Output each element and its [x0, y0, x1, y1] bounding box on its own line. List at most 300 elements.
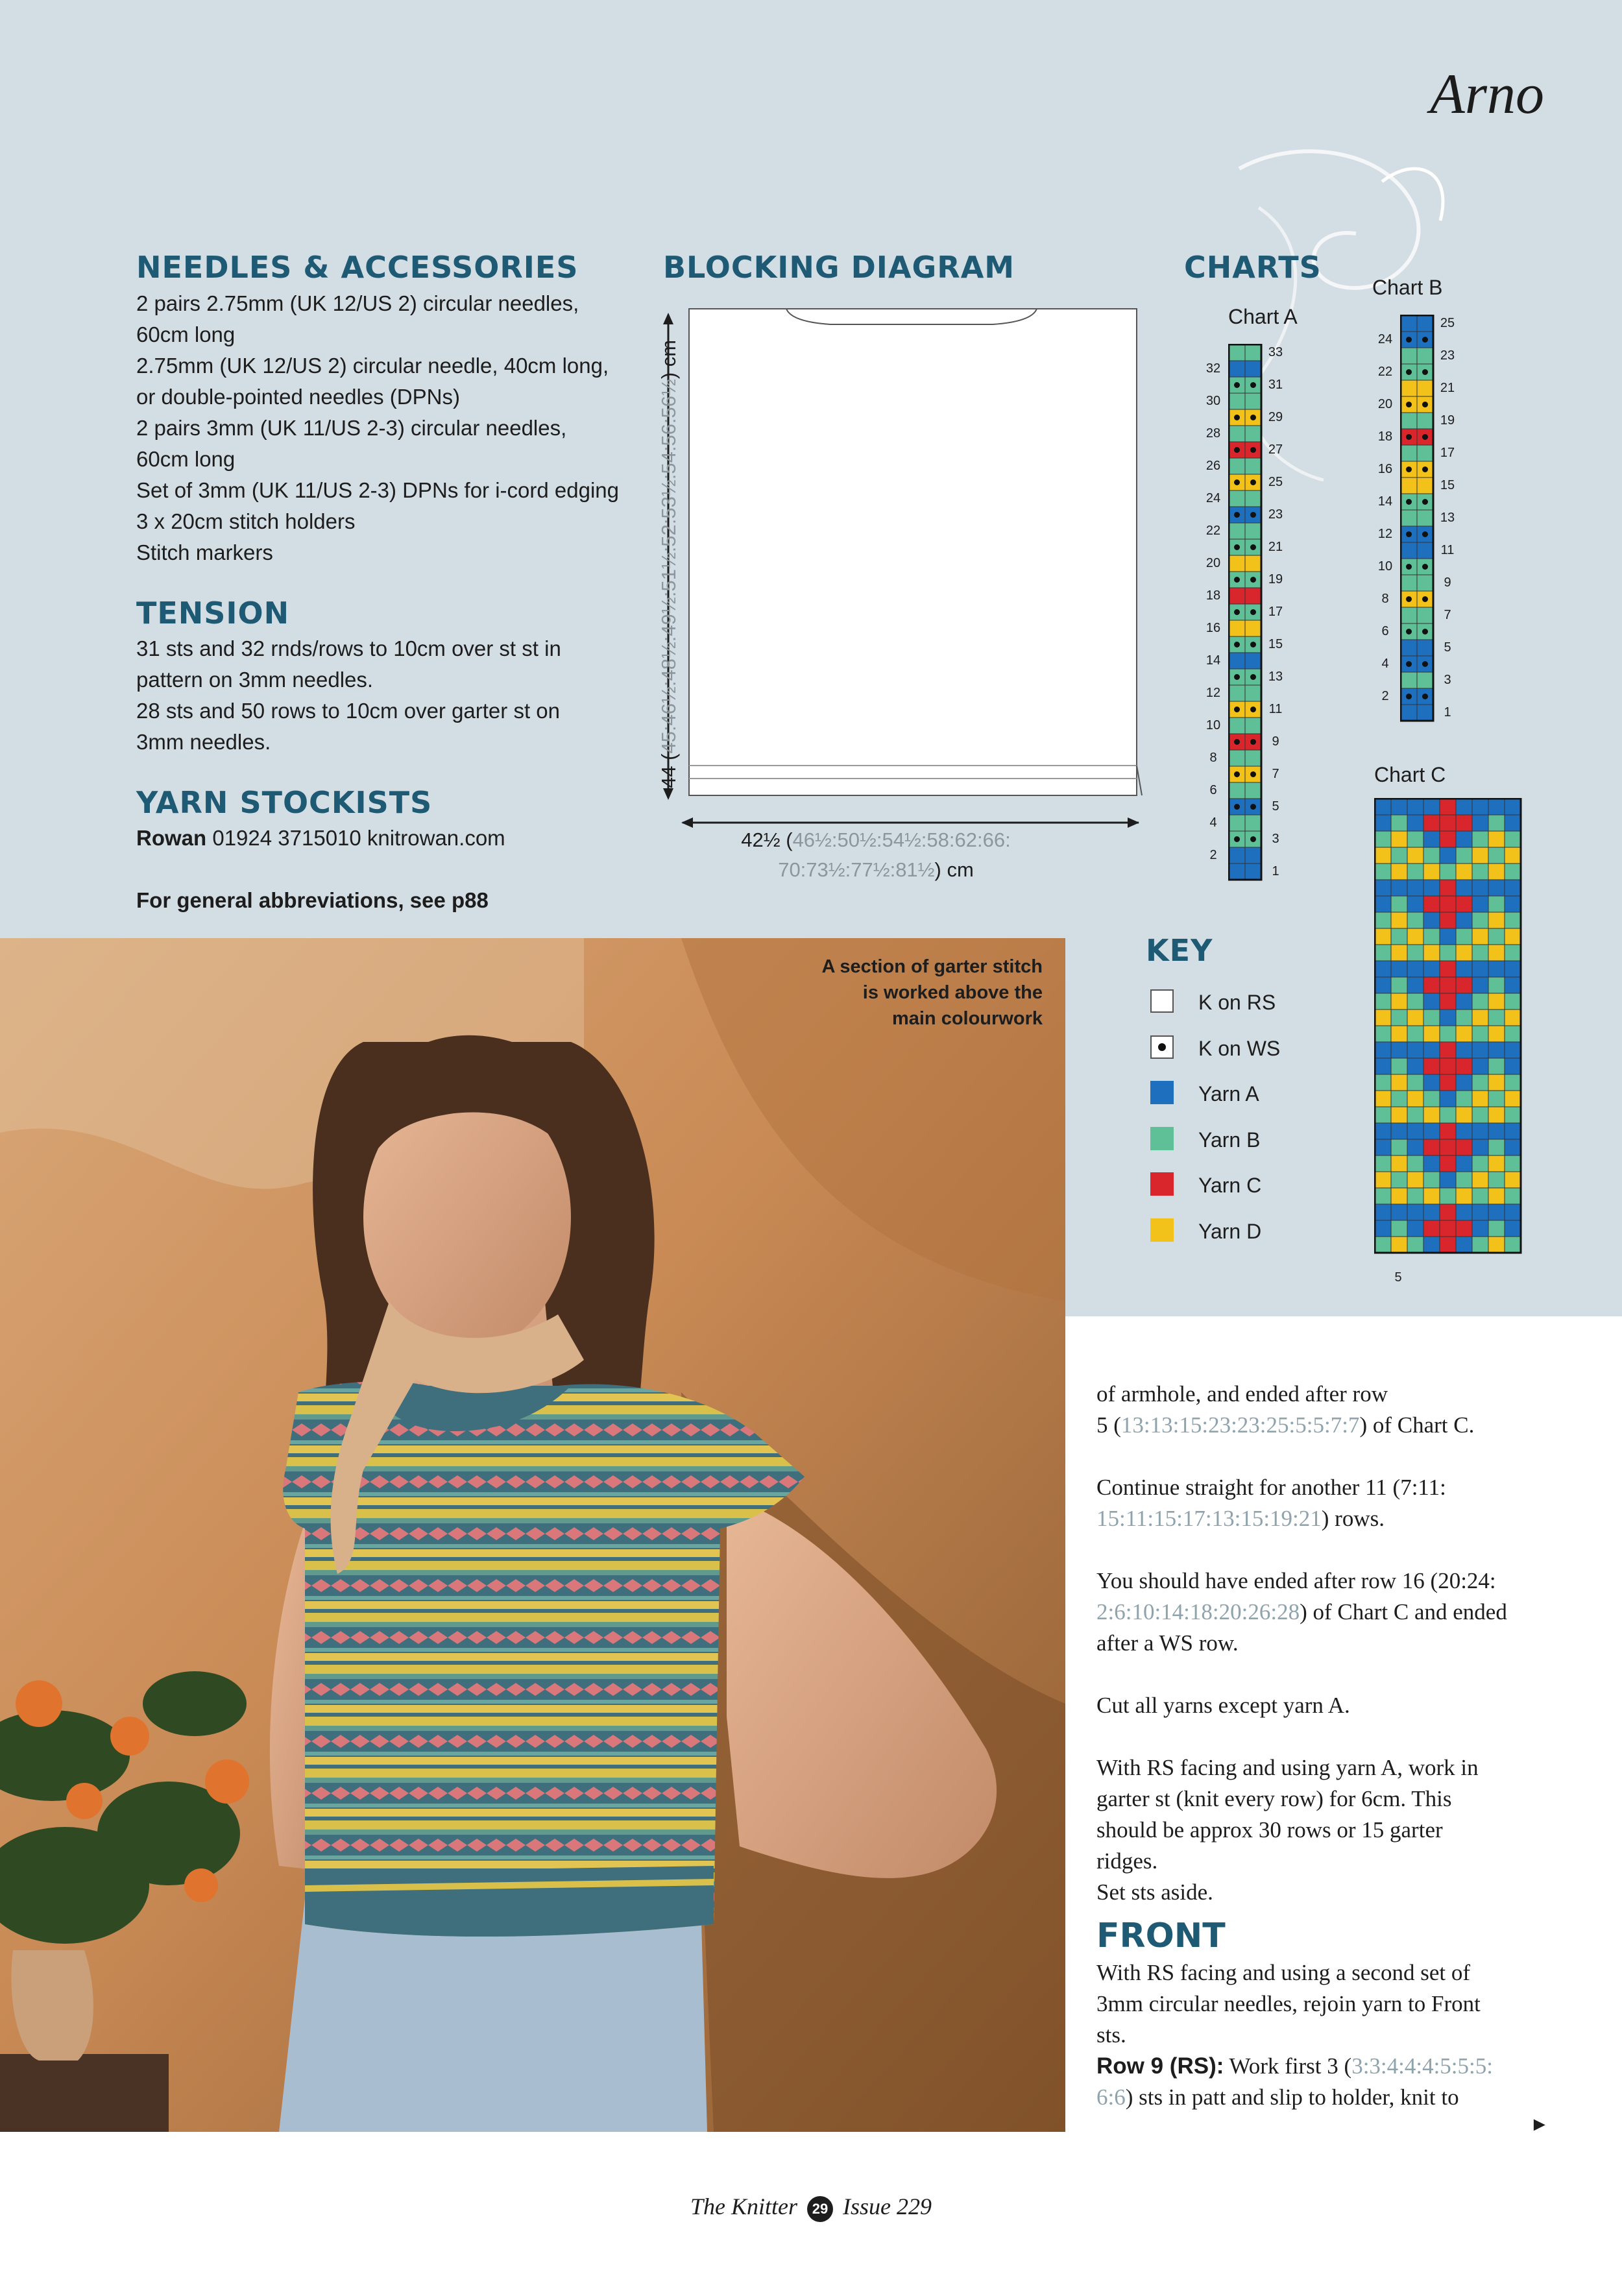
chart-row-number: 27	[1268, 442, 1283, 457]
chart-cell	[1456, 815, 1472, 831]
chart-cell	[1407, 928, 1423, 945]
chart-cell	[1375, 847, 1391, 864]
chart-cell	[1375, 1155, 1391, 1172]
ws-dot	[1234, 415, 1240, 420]
chart-cell	[1488, 1139, 1505, 1155]
chart-cell	[1245, 523, 1261, 539]
chart-cell	[1472, 864, 1488, 880]
needles-line: or double-pointed needles (DPNs)	[136, 385, 460, 409]
yarn-c-swatch-icon	[1150, 1172, 1174, 1196]
chart-cell	[1456, 928, 1472, 945]
chart-cell	[1401, 640, 1417, 656]
chart-cell	[1417, 607, 1433, 623]
chart-cell	[1423, 1074, 1440, 1091]
ws-dot	[1250, 609, 1256, 615]
chart-cell	[1456, 1091, 1472, 1107]
chart-cell	[1423, 1188, 1440, 1204]
chart-cell	[1407, 1188, 1423, 1204]
chart-cell	[1488, 1091, 1505, 1107]
chart-cell	[1505, 1091, 1521, 1107]
chart-cell	[1456, 1172, 1472, 1188]
chart-cell	[1375, 993, 1391, 1009]
chart-cell	[1391, 1107, 1407, 1123]
chart-row-number: 7	[1272, 766, 1279, 781]
chart-cell	[1375, 815, 1391, 831]
chart-cell	[1391, 847, 1407, 864]
blocking-diagram	[636, 298, 1155, 843]
key-heading: KEY	[1146, 933, 1213, 968]
chart-cell	[1505, 1042, 1521, 1058]
yarn-a-swatch-icon	[1150, 1081, 1174, 1104]
ws-dot	[1406, 337, 1412, 343]
chart-cell	[1391, 1026, 1407, 1042]
chart-cell	[1375, 977, 1391, 993]
chart-cell	[1456, 1058, 1472, 1074]
chart-cell	[1488, 1172, 1505, 1188]
chart-row-number: 6	[1209, 782, 1217, 797]
chart-row-number: 20	[1377, 396, 1393, 411]
chart-cell	[1229, 426, 1245, 442]
chart-cell	[1505, 1188, 1521, 1204]
chart-row-number: 20	[1205, 555, 1221, 570]
chart-cell	[1505, 912, 1521, 928]
chart-cell	[1440, 1188, 1456, 1204]
ws-dot	[1406, 402, 1412, 407]
chart-row-number: 14	[1377, 494, 1393, 509]
chart-cell	[1423, 1091, 1440, 1107]
ws-dot	[1422, 596, 1428, 602]
chart-cell	[1245, 864, 1261, 880]
chart-row-number: 8	[1381, 591, 1389, 606]
chart-cell	[1407, 1091, 1423, 1107]
chart-cell	[1488, 1220, 1505, 1237]
chart-cell	[1505, 945, 1521, 961]
chart-cell	[1391, 993, 1407, 1009]
chart-cell	[1456, 880, 1472, 896]
chart-cell	[1440, 1220, 1456, 1237]
chart-b-label: Chart B	[1372, 276, 1443, 299]
chart-cell	[1423, 831, 1440, 847]
blocking-height-label: 44 (45:46½:48½:49½:51½:52:53½:54:56:56½) cm	[657, 339, 680, 788]
chart-cell	[1440, 961, 1456, 977]
chart-cell	[1245, 555, 1261, 572]
chart-cell	[1472, 1237, 1488, 1253]
ws-dot	[1234, 804, 1240, 810]
chart-cell	[1417, 640, 1433, 656]
ws-dot	[1234, 739, 1240, 745]
chart-row-number: 17	[1440, 445, 1455, 460]
chart-cell	[1245, 490, 1261, 507]
chart-cell	[1407, 1009, 1423, 1026]
chart-cell	[1423, 928, 1440, 945]
chart-cell	[1417, 510, 1433, 526]
chart-row-number: 4	[1209, 815, 1217, 830]
ws-dot	[1234, 674, 1240, 680]
chart-row-number: 29	[1268, 409, 1283, 424]
needles-line: 2.75mm (UK 12/US 2) circular needle, 40cm long,	[136, 354, 609, 378]
blocking-width-label: 42½ (46½:50½:54½:58:62:66: 70:73½:77½:81½) cm	[741, 828, 1011, 881]
chart-cell	[1440, 1237, 1456, 1253]
chart-cell	[1375, 864, 1391, 880]
chart-cell	[1456, 961, 1472, 977]
chart-cell	[1456, 1204, 1472, 1220]
chart-cell	[1375, 1123, 1391, 1139]
chart-row-number: 12	[1377, 526, 1393, 541]
chart-row-number: 19	[1268, 572, 1283, 586]
chart-row-number: 21	[1440, 380, 1455, 395]
magazine-name: The Knitter	[690, 2193, 797, 2219]
chart-cell	[1423, 1107, 1440, 1123]
chart-cell	[1417, 705, 1433, 721]
chart-cell	[1488, 847, 1505, 864]
chart-cell	[1391, 799, 1407, 815]
chart-cell	[1423, 912, 1440, 928]
chart-cell	[1505, 864, 1521, 880]
ws-dot	[1250, 512, 1256, 518]
ws-dot	[1250, 479, 1256, 485]
ws-dot	[1250, 674, 1256, 680]
chart-cell	[1245, 620, 1261, 636]
chart-cell	[1505, 1155, 1521, 1172]
needles-line: Stitch markers	[136, 540, 273, 564]
tension-line: pattern on 3mm needles.	[136, 668, 374, 692]
chart-cell	[1440, 1026, 1456, 1042]
ws-dot	[1422, 402, 1428, 407]
chart-cell	[1440, 799, 1456, 815]
chart-cell	[1472, 799, 1488, 815]
chart-cell	[1488, 1026, 1505, 1042]
chart-cell	[1456, 864, 1472, 880]
chart-svg	[1374, 798, 1567, 1256]
chart-cell	[1401, 607, 1417, 623]
ws-dot	[1234, 642, 1240, 647]
chart-cell	[1375, 945, 1391, 961]
chart-cell	[1423, 1237, 1440, 1253]
chart-cell	[1488, 815, 1505, 831]
chart-cell	[1505, 1123, 1521, 1139]
chart-cell	[1407, 1220, 1423, 1237]
chart-row-number: 23	[1440, 348, 1455, 363]
chart-row-number: 33	[1268, 344, 1283, 359]
chart-cell	[1407, 880, 1423, 896]
chart-cell	[1229, 782, 1245, 799]
chart-cell	[1505, 880, 1521, 896]
ws-dot	[1250, 544, 1256, 550]
chart-cell	[1456, 1188, 1472, 1204]
chart-cell	[1423, 847, 1440, 864]
chart-cell	[1391, 1091, 1407, 1107]
chart-cell	[1229, 620, 1245, 636]
chart-cell	[1488, 912, 1505, 928]
chart-row-number: 26	[1205, 458, 1221, 473]
chart-row-number: 17	[1268, 604, 1283, 619]
chart-cell	[1245, 588, 1261, 604]
yarn-d-swatch-icon	[1150, 1218, 1174, 1242]
chart-cell	[1440, 1091, 1456, 1107]
chart-cell	[1391, 1155, 1407, 1172]
chart-cell	[1488, 993, 1505, 1009]
chart-cell	[1407, 945, 1423, 961]
chart-cell	[1488, 1204, 1505, 1220]
chart-cell	[1229, 588, 1245, 604]
chart-cell	[1505, 1139, 1521, 1155]
chart-cell	[1407, 912, 1423, 928]
chart-cell	[1456, 1042, 1472, 1058]
page-footer	[0, 2193, 1622, 2222]
chart-cell	[1229, 361, 1245, 377]
chart-cell	[1401, 380, 1417, 396]
chart-cell	[1456, 831, 1472, 847]
chart-cell	[1245, 718, 1261, 734]
chart-cell	[1456, 799, 1472, 815]
chart-cell	[1401, 445, 1417, 461]
chart-cell	[1423, 864, 1440, 880]
chart-cell	[1456, 1139, 1472, 1155]
pattern-instructions	[1096, 1379, 1551, 2113]
chart-row-number: 23	[1268, 507, 1283, 522]
chart-cell	[1488, 961, 1505, 977]
chart-cell	[1245, 653, 1261, 669]
needles-list	[136, 288, 619, 568]
ws-dot	[1406, 531, 1412, 537]
chart-cell	[1472, 1172, 1488, 1188]
chart-row-number: 31	[1268, 377, 1283, 392]
chart-cell	[1391, 1058, 1407, 1074]
chart-cell	[1440, 1058, 1456, 1074]
chart-cell	[1472, 1188, 1488, 1204]
chart-cell	[1423, 1026, 1440, 1042]
front-heading: FRONT	[1096, 1916, 1226, 1955]
chart-cell	[1229, 555, 1245, 572]
chart-row-number: 11	[1268, 701, 1283, 716]
chart-cell	[1456, 1107, 1472, 1123]
chart-cell	[1472, 945, 1488, 961]
chart-cell	[1488, 1237, 1505, 1253]
chart-cell	[1375, 1139, 1391, 1155]
chart-row-number: 3	[1444, 672, 1451, 687]
yarn-stockist	[136, 823, 505, 854]
chart-cell	[1456, 1026, 1472, 1042]
chart-cell	[1391, 928, 1407, 945]
pattern-paragraph: of armhole, and ended after row 5 (13:13:15:23:23:25:5:5:7:7) of Chart C.	[1096, 1381, 1475, 1438]
chart-cell	[1472, 993, 1488, 1009]
chart-cell	[1229, 815, 1245, 831]
chart-row-number: 1	[1444, 705, 1451, 719]
ws-dot	[1406, 694, 1412, 699]
chart-cell	[1472, 815, 1488, 831]
chart-cell	[1472, 928, 1488, 945]
ws-dot	[1422, 499, 1428, 505]
chart-cell	[1472, 1026, 1488, 1042]
chart-row-number: 24	[1205, 490, 1221, 505]
chart-cell	[1391, 977, 1407, 993]
chart-cell	[1472, 896, 1488, 912]
continue-arrow-icon: ►	[1530, 2114, 1549, 2135]
chart-cell	[1401, 575, 1417, 591]
chart-cell	[1440, 1204, 1456, 1220]
chart-cell	[1401, 477, 1417, 494]
chart-cell	[1456, 1009, 1472, 1026]
charts-heading: CHARTS	[1184, 250, 1322, 285]
chart-cell	[1505, 847, 1521, 864]
chart-cell	[1417, 575, 1433, 591]
chart-cell	[1229, 685, 1245, 701]
chart-cell	[1245, 426, 1261, 442]
chart-cell	[1407, 1026, 1423, 1042]
chart-row-number: 19	[1440, 413, 1455, 428]
chart-cell	[1391, 1074, 1407, 1091]
chart-cell	[1423, 799, 1440, 815]
yarn-contact: 01924 3715010 knitrowan.com	[212, 826, 505, 850]
chart-row-number: 3	[1272, 831, 1279, 846]
chart-row-number: 7	[1444, 607, 1451, 622]
chart-cell	[1488, 1188, 1505, 1204]
chart-cell	[1391, 880, 1407, 896]
chart-c-grid	[1374, 798, 1567, 1259]
chart-cell	[1505, 1237, 1521, 1253]
chart-cell	[1440, 1009, 1456, 1026]
chart-cell	[1229, 344, 1245, 361]
ws-dot	[1422, 434, 1428, 440]
chart-cell	[1401, 672, 1417, 688]
chart-cell	[1407, 1107, 1423, 1123]
chart-cell	[1488, 799, 1505, 815]
chart-cell	[1423, 815, 1440, 831]
chart-cell	[1423, 1155, 1440, 1172]
chart-cell	[1488, 1107, 1505, 1123]
chart-cell	[1375, 1026, 1391, 1042]
needles-line: 3 x 20cm stitch holders	[136, 509, 356, 533]
chart-cell	[1440, 1123, 1456, 1139]
chart-cell	[1229, 490, 1245, 507]
chart-cell	[1391, 1123, 1407, 1139]
chart-row-number: 28	[1205, 426, 1221, 441]
tension-line: 28 sts and 50 rows to 10cm over garter st on	[136, 699, 560, 723]
chart-row-number: 5	[1444, 640, 1451, 655]
ws-dot	[1406, 629, 1412, 634]
chart-cell	[1488, 864, 1505, 880]
chart-cell	[1472, 1074, 1488, 1091]
ws-dot	[1234, 771, 1240, 777]
chart-cell	[1456, 847, 1472, 864]
chart-cell	[1245, 361, 1261, 377]
chart-cell	[1423, 993, 1440, 1009]
chart-cell	[1375, 1091, 1391, 1107]
chart-cell	[1456, 1074, 1472, 1091]
ws-dot	[1406, 466, 1412, 472]
tension-line: 3mm needles.	[136, 730, 271, 754]
ws-dot	[1422, 629, 1428, 634]
chart-cell	[1245, 458, 1261, 474]
chart-cell	[1472, 847, 1488, 864]
pattern-paragraph: With RS facing and using yarn A, work in garter st (knit every row) for 6cm. This should be approx 30 rows or 15 garter ridges. Set sts aside.	[1096, 1755, 1479, 1905]
chart-cell	[1440, 815, 1456, 831]
chart-cell	[1505, 799, 1521, 815]
chart-cell	[1472, 1220, 1488, 1237]
blank-square-icon	[1150, 989, 1174, 1013]
chart-cell	[1440, 831, 1456, 847]
chart-cell	[1505, 993, 1521, 1009]
chart-cell	[1440, 993, 1456, 1009]
chart-cell	[1375, 912, 1391, 928]
chart-cell	[1456, 896, 1472, 912]
chart-row-number: 14	[1205, 653, 1221, 668]
chart-row-number: 22	[1377, 364, 1393, 379]
needles-line: 60cm long	[136, 322, 236, 346]
chart-cell	[1472, 912, 1488, 928]
chart-row-number: 18	[1205, 588, 1221, 603]
ws-dot	[1406, 596, 1412, 602]
ws-dot	[1406, 499, 1412, 505]
chart-cell	[1375, 1058, 1391, 1074]
chart-cell	[1391, 1237, 1407, 1253]
chart-a-label: Chart A	[1228, 305, 1298, 328]
chart-cell	[1391, 864, 1407, 880]
chart-cell	[1391, 1204, 1407, 1220]
chart-row-number: 2	[1209, 847, 1217, 862]
model-photo	[0, 938, 1065, 2132]
needles-line: 2 pairs 3mm (UK 11/US 2-3) circular needles,	[136, 416, 567, 440]
chart-row-number: 25	[1268, 474, 1283, 489]
chart-cell	[1417, 542, 1433, 559]
chart-cell	[1488, 1042, 1505, 1058]
chart-cell	[1375, 1220, 1391, 1237]
chart-cell	[1505, 961, 1521, 977]
pattern-paragraph: You should have ended after row 16 (20:24: 2:6:10:14:18:20:26:28) of Chart C and ended after a WS row.	[1096, 1568, 1507, 1656]
ws-dot	[1406, 564, 1412, 570]
chart-cell	[1423, 1139, 1440, 1155]
chart-cell	[1407, 1204, 1423, 1220]
chart-cell	[1391, 1220, 1407, 1237]
chart-cell	[1375, 799, 1391, 815]
needles-line: 60cm long	[136, 447, 236, 471]
ws-dot	[1422, 369, 1428, 375]
chart-cell	[1229, 653, 1245, 669]
chart-cell	[1440, 912, 1456, 928]
chart-cell	[1440, 864, 1456, 880]
ws-dot	[1234, 479, 1240, 485]
chart-row-number: 6	[1381, 623, 1389, 638]
ws-dot	[1422, 337, 1428, 343]
chart-cell	[1375, 831, 1391, 847]
chart-cell	[1401, 705, 1417, 721]
chart-cell	[1375, 1188, 1391, 1204]
chart-cell	[1456, 1220, 1472, 1237]
chart-cell	[1488, 831, 1505, 847]
chart-row-number: 2	[1381, 688, 1389, 703]
chart-cell	[1488, 945, 1505, 961]
chart-cell	[1456, 993, 1472, 1009]
ws-dot	[1234, 707, 1240, 712]
chart-cell	[1401, 315, 1417, 332]
tension-heading: TENSION	[136, 596, 290, 631]
ws-dot	[1234, 382, 1240, 388]
chart-cell	[1391, 1042, 1407, 1058]
page-number: 29	[807, 2196, 833, 2222]
yarn-b-swatch-icon	[1150, 1127, 1174, 1150]
chart-cell	[1229, 523, 1245, 539]
chart-cell	[1440, 880, 1456, 896]
chart-cell	[1407, 1123, 1423, 1139]
chart-cell	[1505, 896, 1521, 912]
chart-cell	[1505, 831, 1521, 847]
chart-row-number: 13	[1268, 669, 1283, 684]
ws-dot	[1234, 609, 1240, 615]
chart-cell	[1391, 831, 1407, 847]
chart-cell	[1472, 880, 1488, 896]
chart-cell	[1423, 880, 1440, 896]
blocking-heading: BLOCKING DIAGRAM	[663, 250, 1015, 285]
